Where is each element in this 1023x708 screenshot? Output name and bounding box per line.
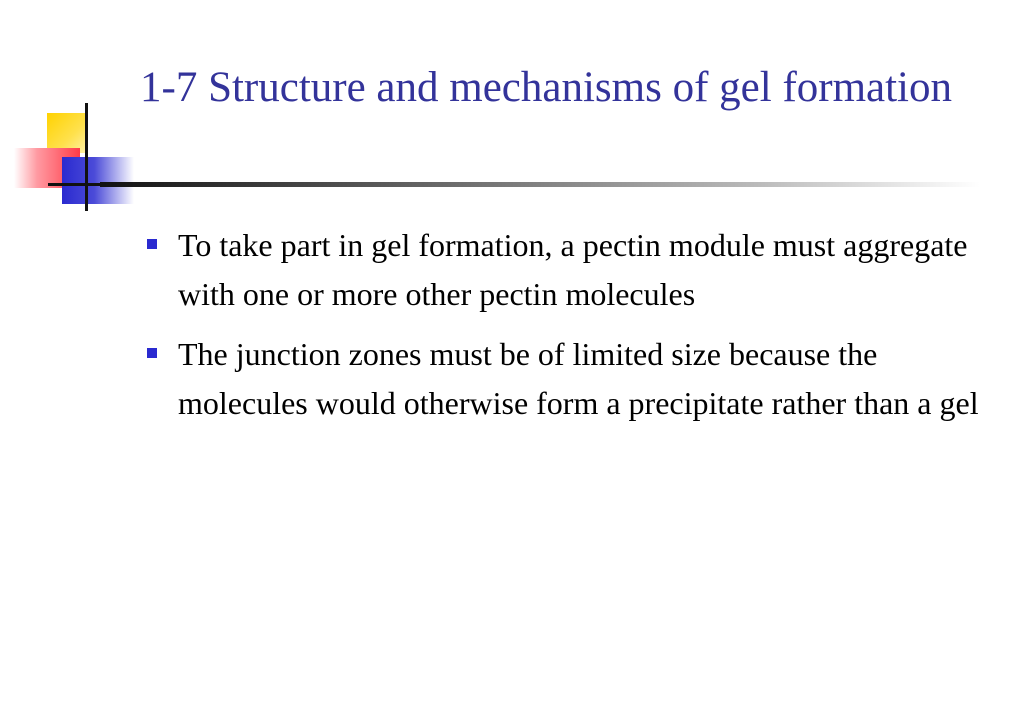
logo-vertical-line — [85, 103, 88, 211]
square-bullet-icon — [147, 348, 157, 358]
logo-yellow-square — [47, 113, 87, 153]
logo-blue-square — [62, 157, 134, 204]
bullet-item — [140, 221, 980, 319]
bullet-text: The junction zones must be of limited size because the molecules would otherwise form a precipitate rather than a gel — [178, 336, 979, 421]
bullet-list — [140, 221, 980, 439]
slide-title: 1-7 Structure and mechanisms of gel formation — [140, 64, 953, 111]
square-bullet-icon — [147, 239, 157, 249]
bullet-text: To take part in gel formation, a pectin module must aggregate with one or more other pectin molecules — [178, 227, 968, 312]
square-cluster-logo-icon — [0, 0, 150, 220]
title-divider — [100, 182, 980, 187]
bullet-item — [140, 330, 980, 428]
